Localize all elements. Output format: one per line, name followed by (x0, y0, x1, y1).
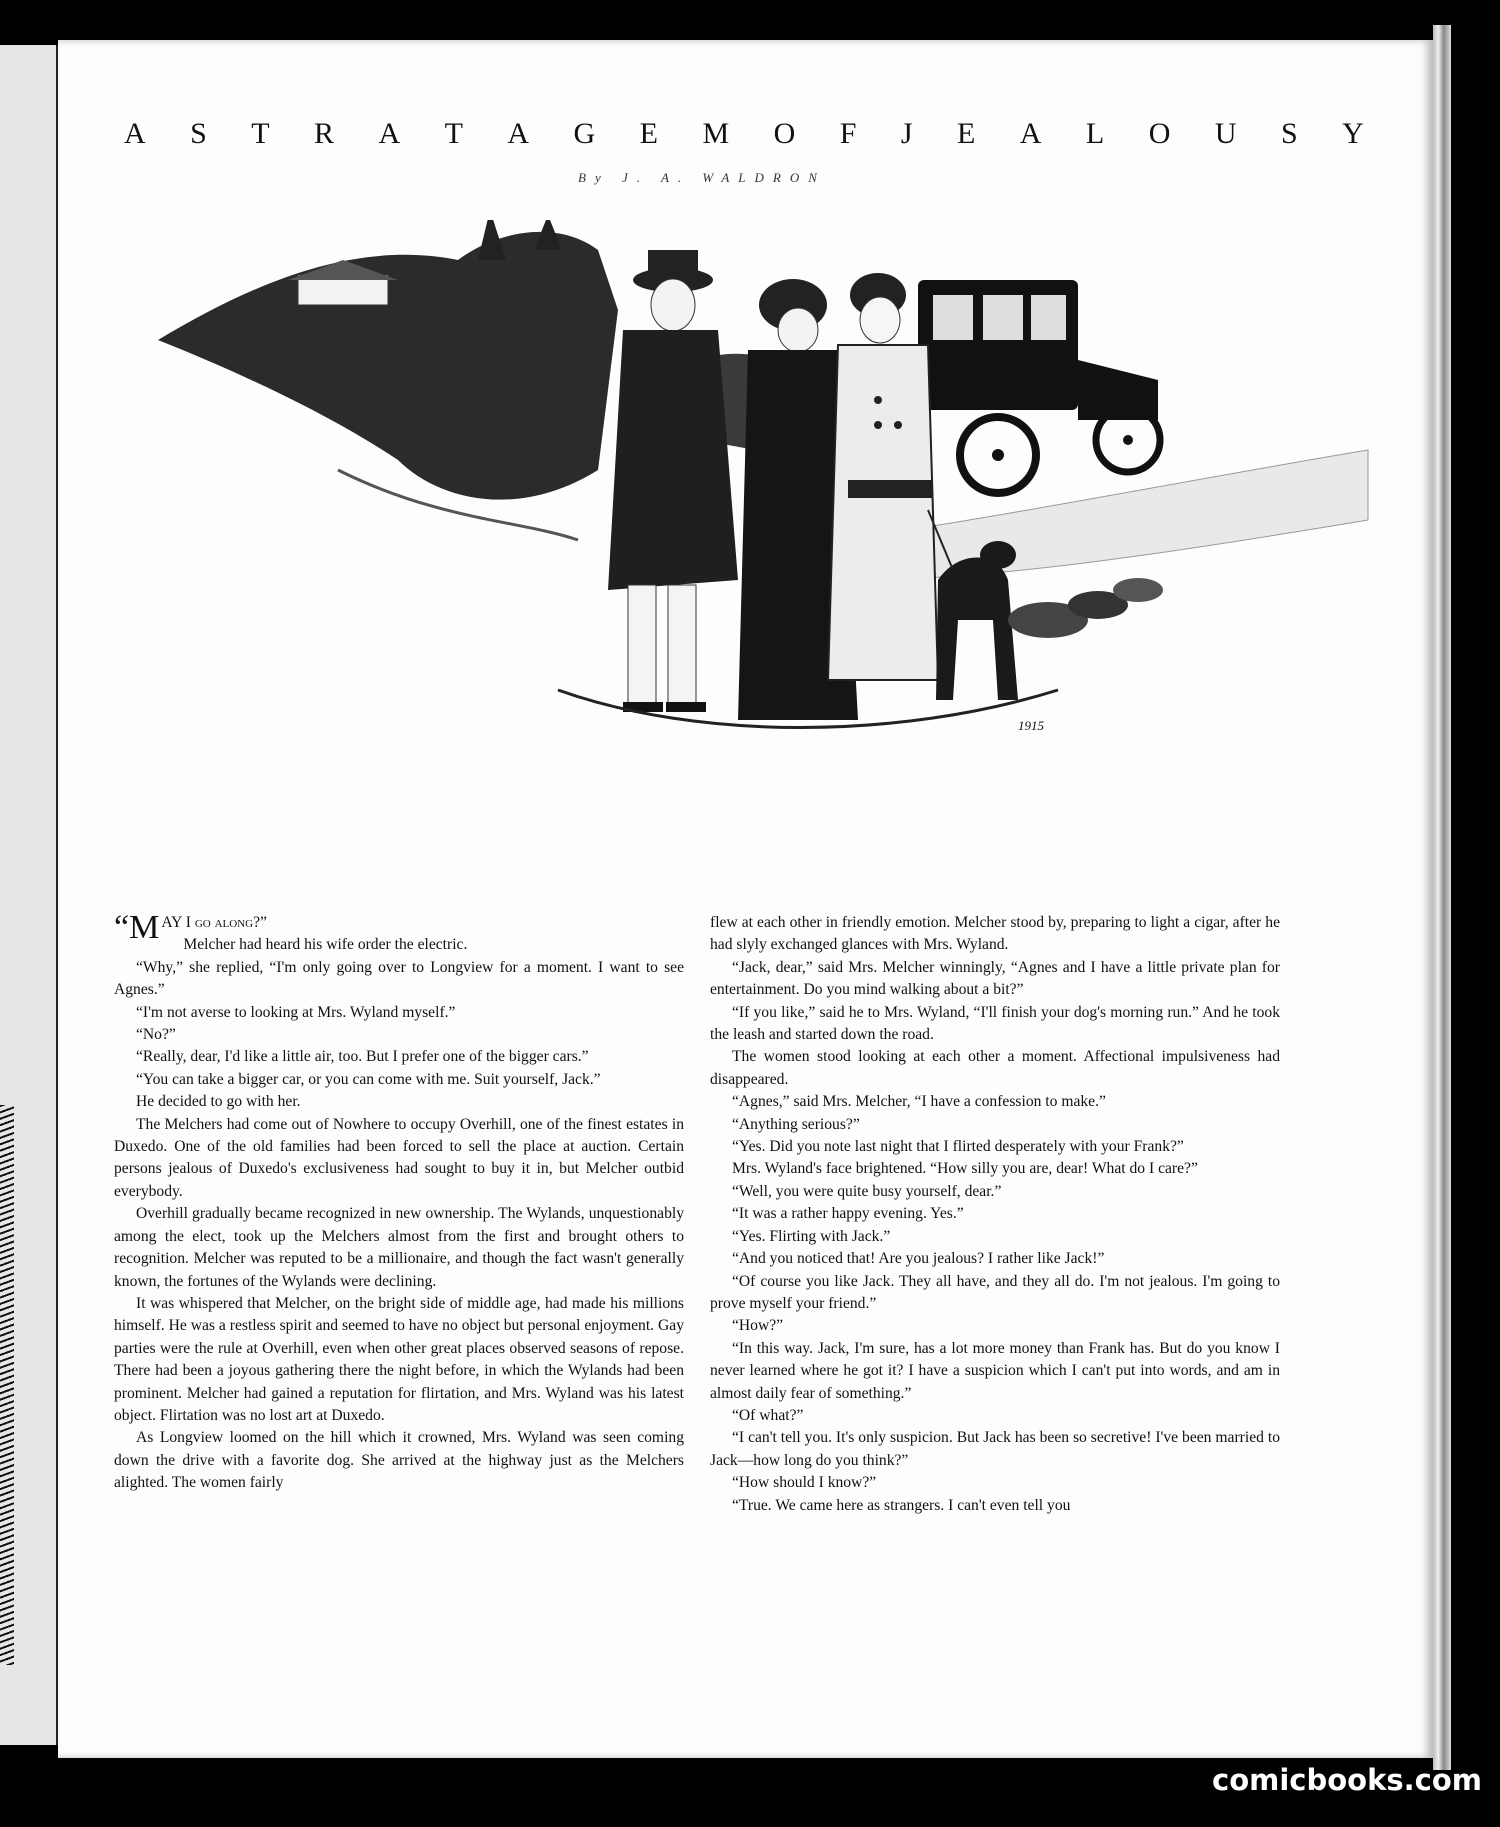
title-letter: S (190, 117, 207, 150)
story-paragraph: “Well, you were quite busy yourself, dear.” (732, 1182, 1002, 1200)
story-paragraph: The women stood looking at each other a moment. Affectional impulsiveness had disappeared. (710, 1048, 1280, 1088)
story-paragraph: He decided to go with her. (136, 1093, 301, 1111)
story-paragraph: “How should I know?” (732, 1474, 877, 1492)
right-column-paragraphs (710, 957, 1280, 1517)
automobile (918, 280, 1160, 493)
story-paragraph: “True. We came here as strangers. I can't even tell you (732, 1496, 1071, 1514)
story-paragraph: “In this way. Jack, I'm sure, has a lot more money than Frank has. But do you know I never learned where he got it? I have a suspicion which I can't put into words, and am in almost daily fear of something.” (710, 1339, 1280, 1402)
left-page-edge (0, 45, 59, 1745)
story-paragraph: “And you noticed that! Are you jealous? I rather like Jack!” (732, 1250, 1105, 1268)
story-paragraph: Melcher had heard his wife order the electric. (183, 936, 468, 954)
title-letter: O (773, 117, 796, 150)
title-letter: O (1148, 117, 1171, 150)
title-letter: E (639, 117, 658, 150)
title-letter: U (1214, 117, 1237, 150)
story-paragraph: “You can take a bigger car, or you can come with me. Suit yourself, Jack.” (136, 1070, 601, 1088)
story-paragraph: “I can't tell you. It's only suspicion. But Jack has been so secretive! I've been married to Jack—how long do you think?” (710, 1429, 1280, 1469)
story-paragraph: “Why,” she replied, “I'm only going over to Longview for a moment. I want to see Agnes.” (114, 958, 684, 999)
title-letter: L (1085, 117, 1105, 150)
story-paragraph: “No?” (136, 1026, 176, 1044)
title-letter: F (839, 117, 857, 150)
title-letter: S (1280, 117, 1298, 150)
man-figure (608, 250, 738, 712)
title-letter: T (444, 117, 463, 150)
title-letter: A (507, 117, 530, 150)
title-letter: A (1019, 117, 1042, 150)
roadside-rocks (1008, 578, 1163, 638)
title-letter: A (124, 117, 146, 150)
artist-signature: 1915 (1018, 718, 1044, 733)
right-column (710, 912, 1280, 1517)
title-letter: Y (1342, 117, 1364, 150)
book-spine (1433, 25, 1451, 1770)
site-watermark: comicbooks.com (1212, 1763, 1482, 1797)
magazine-page (58, 40, 1433, 1758)
title-letter: R (314, 117, 335, 150)
title-letter: E (957, 117, 976, 150)
opening-words: AY I go along?” (161, 914, 267, 931)
title-letter: T (251, 117, 270, 150)
story-paragraph: “Really, dear, I'd like a little air, too. But I prefer one of the bigger cars.” (136, 1048, 589, 1066)
continued-paragraph: flew at each other in friendly emotion. Melcher stood by, preparing to light a cigar, after he had slyly exchanged glances with Mrs. Wyland. (710, 914, 1280, 954)
left-column (114, 909, 684, 1495)
title-letter: G (573, 117, 596, 150)
story-paragraph: “It was a rather happy evening. Yes.” (732, 1205, 964, 1223)
story-paragraph: “I'm not averse to looking at Mrs. Wyland myself.” (136, 1003, 456, 1021)
story-paragraph: “Anything serious?” (732, 1115, 860, 1133)
story-paragraph: “How?” (732, 1317, 784, 1335)
story-paragraph: “Of course you like Jack. They all have, and they all do. I'm not jealous. I'm going to prove myself your friend.” (710, 1272, 1280, 1312)
story-illustration (138, 220, 1378, 890)
story-paragraph: “Yes. Flirting with Jack.” (732, 1227, 891, 1245)
story-paragraph: “Of what?” (732, 1406, 804, 1424)
story-paragraph: The Melchers had come out of Nowhere to occupy Overhill, one of the finest estates in Duxedo. One of the old families had been forced to sell the place at auction. Certain persons jealous of Duxedo's exclusiveness had sought to buy it in, but Melcher outbid everybody. (114, 1115, 684, 1200)
title-letter: A (378, 117, 401, 150)
article-byline: By J. A. WALDRON (578, 170, 826, 185)
page-edge-hatching (0, 1105, 14, 1665)
drop-cap: “M (114, 909, 160, 946)
story-paragraph: “If you like,” said he to Mrs. Wyland, “I'll finish your dog's morning run.” And he took the leash and started down the road. (710, 1003, 1280, 1044)
title-letter: M (702, 117, 730, 150)
story-paragraph: As Longview loomed on the hill which it crowned, Mrs. Wyland was seen coming down the drive with a favorite dog. She arrived at the highway just as the Melchers alighted. The women fairly (114, 1429, 684, 1492)
title-letter: J (900, 117, 913, 150)
story-paragraph: Overhill gradually became recognized in new ownership. The Wylands, unquestionably among the elect, took up the Melchers almost from the first and brought others to recognition. Melcher was reputed to be a millionaire, and though the fact wasn't generally known, the fortunes of the Wylands were declining. (114, 1205, 684, 1290)
story-paragraph: Mrs. Wyland's face brightened. “How silly you are, dear! What do I care?” (732, 1160, 1198, 1178)
story-paragraph: It was whispered that Melcher, on the bright side of middle age, had made his millions himself. He was a restless spirit and seemed to have no object but personal enjoyment. Gay parties were the rule at Overhill, even when other great places observed seasons of repose. There had been a joyous gathering there the night before, in which the Wylands had been prominent. Melcher had gained a reputation for flirtation, and Mrs. Wyland was his latest object. Flirtation was no lost art at Duxedo. (114, 1294, 684, 1424)
left-column-paragraphs (114, 934, 684, 1494)
story-paragraph: “Agnes,” said Mrs. Melcher, “I have a confession to make.” (732, 1093, 1106, 1111)
story-paragraph: “Jack, dear,” said Mrs. Melcher winningly, “Agnes and I have a little private plan for entertainment. Do you mind walking about a bit?” (710, 958, 1280, 999)
article-title (124, 117, 1364, 151)
story-paragraph: “Yes. Did you note last night that I flirted desperately with your Frank?” (732, 1138, 1184, 1156)
